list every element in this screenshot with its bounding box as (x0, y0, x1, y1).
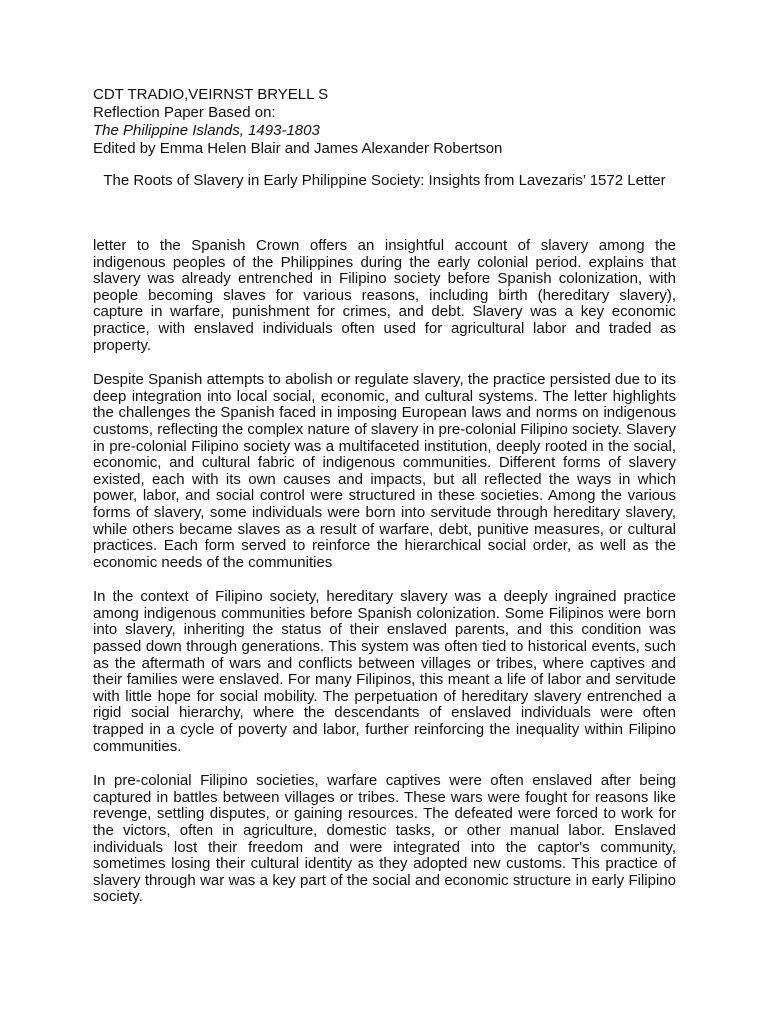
body-paragraph-4: In pre-colonial Filipino societies, warfare captives were often enslaved after being captured in battles between villages or tribes. These wars were fought for reasons like revenge, settling disputes, or gaining resources. The defeated were forced to work for the victors, often in agriculture, domestic tasks, or other manual labor. Enslaved individuals lost their freedom and were integrated into the captor's community, sometimes losing their cultural identity as they adopted new customs. This practice of slavery through war was a key part of the social and economic structure in early Filipino society. (93, 772, 676, 906)
document-header (93, 86, 683, 158)
source-editors: Edited by Emma Helen Blair and James Alexander Robertson (93, 140, 503, 157)
source-book-title: The Philippine Islands, 1493-1803 (93, 122, 320, 139)
paper-subtitle: Reflection Paper Based on: (93, 104, 276, 121)
body-paragraph-1: letter to the Spanish Crown offers an insightful account of slavery among the indigenous peoples of the Philippines during the early colonial period. explains that slavery was already entrenched in Filipino society before Spanish colonization, with people becoming slaves for various reasons, including birth (hereditary slavery), capture in warfare, punishment for crimes, and debt. Slavery was a key economic practice, with enslaved individuals often used for agricultural labor and traded as property. (93, 237, 676, 354)
author-name: CDT TRADIO,VEIRNST BRYELL S (93, 86, 329, 103)
body-paragraph-2: Despite Spanish attempts to abolish or regulate slavery, the practice persisted due to its deep integration into local social, economic, and cultural systems. The letter highlights the challenges the Spanish faced in imposing European laws and norms on indigenous customs, reflecting the complex nature of slavery in pre-colonial Filipino society. Slavery in pre-colonial Filipino society was a multifaceted institution, deeply rooted in the social, economic, and cultural fabric of indigenous communities. Different forms of slavery existed, each with its own causes and impacts, but all reflected the ways in which power, labor, and social control were structured in these societies. Among the various forms of slavery, some individuals were born into servitude through hereditary slavery, while others became slaves as a result of warfare, debt, punitive measures, or cultural practices. Each form served to reinforce the hierarchical social order, as well as the economic needs of the communities (93, 371, 676, 571)
paper-body (93, 238, 676, 924)
body-paragraph-3: In the context of Filipino society, hereditary slavery was a deeply ingrained practice among indigenous communities before Spanish colonization. Some Filipinos were born into slavery, inheriting the status of their enslaved parents, and this condition was passed down through generations. This system was often tied to historical events, such as the aftermath of wars and conflicts between villages or tribes, where captives and their families were enslaved. For many Filipinos, this meant a life of labor and servitude with little hope for social mobility. The perpetuation of hereditary slavery entrenched a rigid social hierarchy, where the descendants of enslaved individuals were often trapped in a cycle of poverty and labor, further reinforcing the inequality within Filipino communities. (93, 588, 676, 755)
paper-title: The Roots of Slavery in Early Philippine Society: Insights from Lavezaris’ 1572 Letter (103, 172, 666, 189)
